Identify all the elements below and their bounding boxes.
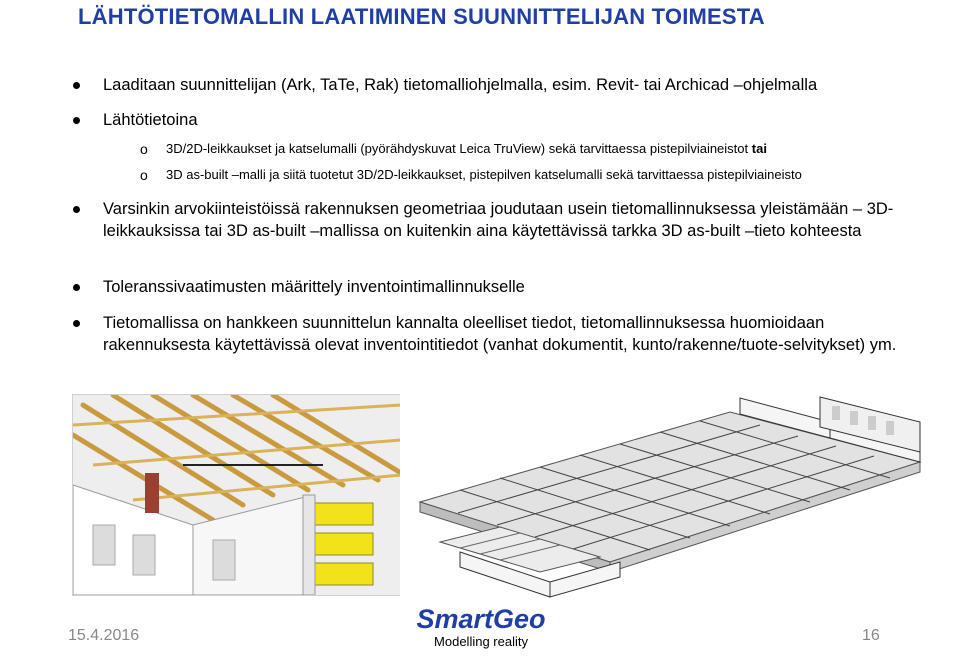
bullet-dot-icon <box>73 284 80 291</box>
sub-bullet-text: 3D/2D-leikkaukset ja katselumalli (pyörähdyskuvat Leica TruView) sekä tarvittaessa pistepilviaineistot <box>166 141 749 156</box>
smartgeo-logo <box>398 604 564 650</box>
bullet-item <box>70 276 930 298</box>
bullet-item <box>70 109 930 131</box>
floor-plan-3d-image <box>400 392 960 602</box>
building-section-image <box>72 394 402 596</box>
bullet-text: Tietomallissa on hankkeen suunnittelun kannalta oleelliset tiedot, tietomallinnuksessa huomioidaan rakennuksesta käytettävissä olevat inventointitiedot (vanhat dokumentit, kunto/rakenne/tuote-selvitykset) ym. <box>103 314 897 354</box>
bullet-text: Laaditaan suunnittelijan (Ark, TaTe, Rak) tietomalliohjelmalla, esim. Revit- tai Archicad –ohjelmalla <box>103 76 818 94</box>
bullet-item <box>70 312 930 356</box>
bullet-text: Varsinkin arvokiinteistöissä rakennuksen geometriaa joudutaan usein tietomallinnuksessa yleistämään – 3D-leikkauksissa tai 3D as-built –mallissa on kuitenkin aina käytettävissä tarkka 3D as-built –tieto kohteesta <box>103 200 894 240</box>
bullet-item <box>70 198 930 242</box>
bullet-text: Toleranssivaatimusten määrittely inventointimallinnukselle <box>103 278 525 296</box>
bullet-dot-icon <box>73 320 80 327</box>
bullet-dot-icon <box>73 82 80 89</box>
slide-title: LÄHTÖTIETOMALLIN LAATIMINEN SUUNNITTELIJAN TOIMESTA <box>78 4 765 29</box>
floor-plan-3d-drawing <box>400 392 960 602</box>
slide-date: 15.4.2016 <box>68 627 140 644</box>
logo-tagline: Modelling reality <box>434 634 528 649</box>
page-number: 16 <box>862 627 880 644</box>
sub-bullet-item <box>70 140 930 158</box>
sub-bullet-marker: o <box>140 167 148 183</box>
logo-name: SmartGeo <box>416 604 546 634</box>
sub-bullet-item <box>70 166 930 184</box>
sub-bullet-marker: o <box>140 141 148 157</box>
sub-bullet-text: 3D as-built –malli ja siitä tuotetut 3D/2D-leikkaukset, pistepilven katselumalli sekä tarvittaessa pistepilviaineisto <box>166 167 802 182</box>
sub-bullet-suffix: tai <box>751 141 767 156</box>
building-section-drawing <box>73 395 401 595</box>
bullet-dot-icon <box>73 206 80 213</box>
bullet-dot-icon <box>73 117 80 124</box>
bullet-item <box>70 74 930 96</box>
bullet-text: Lähtötietoina <box>103 111 198 129</box>
